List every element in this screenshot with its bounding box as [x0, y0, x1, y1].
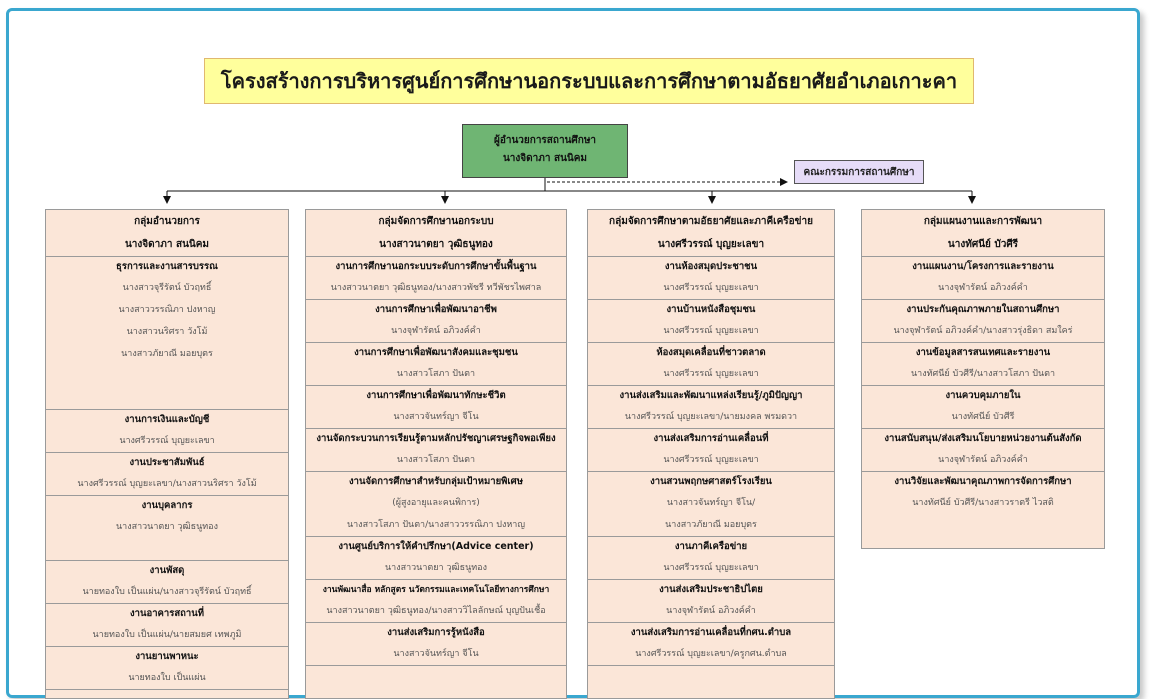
item-title: งานห้องสมุดประชาชน — [664, 261, 758, 272]
item-title: งานส่งเสริมการรู้หนังสือ — [387, 627, 485, 638]
item-title: งานการศึกษาเพื่อพัฒนาสังคมและชุมชน — [354, 347, 518, 358]
item-title: งานยานพาหนะ — [135, 651, 199, 662]
item-title: งานการศึกษานอกระบบระดับการศึกษาขั้นพื้นฐาน — [335, 261, 537, 272]
item-person: นางทัศนีย์ บัวศีรี/นางสาวโสภา ปันตา — [910, 369, 1056, 379]
item-person: นายทองใบ เป็นแผ่น/นางสาวจุรีรัตน์ บัวฤทธิ์ — [82, 587, 252, 597]
item-title: งานบุคลากร — [141, 500, 193, 511]
list-item — [862, 386, 1104, 429]
list-item — [862, 300, 1104, 343]
item-person: นางศรีวรรณ์ บุญยะเลขา — [119, 436, 215, 446]
list-item — [306, 343, 566, 386]
list-item — [862, 343, 1104, 386]
item-title: งานวิจัยและพัฒนาคุณภาพการจัดการศึกษา — [894, 476, 1072, 487]
item-title: งานการศึกษาเพื่อพัฒนาอาชีพ — [375, 304, 497, 315]
list-item — [46, 561, 288, 604]
list-item — [588, 429, 834, 472]
list-item — [46, 257, 288, 410]
item-person — [46, 365, 288, 387]
page-title-text: โครงสร้างการบริหารศูนย์การศึกษานอกระบบและการศึกษาตามอัธยาศัยอำเภอเกาะคา — [220, 69, 958, 93]
item-person: นางจุฬารัตน์ อภิวงค์คำ — [391, 326, 481, 336]
item-title: งานข้อมูลสารสนเทศและรายงาน — [915, 347, 1051, 358]
item-person: นางสาวจุรีรัตน์ บัวฤทธิ์ — [122, 283, 212, 293]
item-person: นางทัศนีย์ บัวศีรี — [951, 412, 1015, 422]
list-item — [588, 300, 834, 343]
item-person: นายทองใบ เป็นแผ่น/นายสมยศ เทพภูมิ — [92, 630, 242, 640]
item-person: นางสาวจันทร์ญา จีโน — [393, 412, 479, 422]
list-item — [862, 429, 1104, 472]
item-person: นางศรีวรรณ์ บุญยะเลขา — [663, 326, 759, 336]
item-person: นางศรีวรรณ์ บุญยะเลขา/นายมงคล พรมดวา — [624, 412, 798, 422]
item-person: นางทัศนีย์ บัวศีรี/นางสาวราตรี ไวสติ — [912, 498, 1054, 508]
item-title: งานการเงินและบัญชี — [124, 414, 210, 425]
item-title: งานส่งเสริมประชาธิปไตย — [659, 584, 763, 595]
list-item — [306, 537, 566, 580]
item-title: งานควบคุมภายใน — [945, 390, 1021, 401]
list-item — [588, 257, 834, 300]
item-person: นายทองใบ เป็นแผ่น — [128, 673, 206, 683]
page-title — [204, 58, 974, 104]
item-title: งานภาคีเครือข่าย — [674, 541, 748, 552]
column-title: กลุ่มจัดการศึกษาตามอัธยาศัยและภาคีเครือข่าย — [609, 216, 813, 227]
list-item — [588, 343, 834, 386]
item-title: งานบ้านหนังสือชุมชน — [666, 304, 756, 315]
column-planning-development — [861, 209, 1105, 549]
director-title: ผู้อำนวยการสถานศึกษา — [493, 135, 597, 146]
list-item — [306, 623, 566, 666]
item-person: นางศรีวรรณ์ บุญยะเลขา — [663, 369, 759, 379]
board-box — [794, 160, 924, 184]
item-title: งานประกันคุณภาพภายในสถานศึกษา — [906, 304, 1060, 315]
list-item — [862, 257, 1104, 300]
item-person: นางศรีวรรณ์ บุญยะเลขา — [663, 563, 759, 573]
item-person: นางสาววรรณิภา ปงหาญ — [118, 305, 216, 315]
item-person: นางสาวจันทร์ญา จีโน/ — [666, 498, 756, 508]
list-item — [306, 580, 566, 623]
item-person: นางสาวนาตยา วุฒิธนูทอง — [384, 563, 487, 573]
item-person: นางจุฬารัตน์ อภิวงค์คำ — [938, 455, 1028, 465]
item-person: นางสาวโสภา ปันตา/นางสาววรรณิภา ปงหาญ — [346, 520, 526, 530]
item-person — [46, 538, 288, 560]
director-name: นางจิดาภา สนนิคม — [502, 153, 588, 164]
item-person: นางศรีวรรณ์ บุญยะเลขา/ครูกศน.ตำบล — [635, 649, 787, 659]
item-title: งานสวนพฤกษศาสตร์โรงเรียน — [650, 476, 772, 487]
item-title: งานสนับสนุน/ส่งเสริมนโยบายหน่วยงานต้นสังกัด — [884, 433, 1082, 444]
list-item — [46, 453, 288, 496]
director-box — [462, 124, 628, 178]
item-title: ห้องสมุดเคลื่อนที่ชาวตลาด — [656, 347, 766, 358]
item-person: นางจุฬารัตน์ อภิวงค์คำ/นางสาวรุ่งธิดา สมใคร่ — [893, 326, 1073, 336]
item-person: นางสาวนาตยา วุฒิธนูทอง — [115, 522, 218, 532]
item-title: งานจัดกระบวนการเรียนรู้ตามหลักปรัชญาเศรษฐกิจพอเพียง — [316, 433, 556, 444]
item-title: ธุรการและงานสารบรรณ — [116, 261, 218, 272]
list-item — [306, 472, 566, 537]
item-title: งานอาคารสถานที่ — [130, 608, 204, 619]
item-title: งานพัสดุ — [149, 565, 185, 576]
list-item — [306, 429, 566, 472]
item-person: (ผู้สูงอายุและคนพิการ) — [392, 498, 480, 508]
column-administration — [45, 209, 289, 699]
item-title: งานศูนย์บริการให้คำปรึกษา(Advice center) — [338, 541, 534, 552]
item-title: งานการศึกษาเพื่อพัฒนาทักษะชีวิต — [366, 390, 506, 401]
item-person: นางศรีวรรณ์ บุญยะเลขา/นางสาวนริศรา วังโม้ — [77, 479, 257, 489]
list-item — [306, 386, 566, 429]
item-person: นางจุฬารัตน์ อภิวงค์คำ — [938, 283, 1028, 293]
list-item — [46, 496, 288, 561]
list-item — [588, 386, 834, 429]
item-person: นางสาวภัยาณี มอยบุตร — [121, 349, 213, 359]
column-title: กลุ่มอำนวยการ — [134, 216, 200, 227]
item-person: นางสาวนาตยา วุฒิธนูทอง/นางสาววิไลลักษณ์ บุญปันเชื้อ — [326, 606, 546, 616]
item-person: นางสาวจันทร์ญา จีโน — [393, 649, 479, 659]
item-person: นางศรีวรรณ์ บุญยะเลขา — [663, 283, 759, 293]
item-title: งานพัฒนาสื่อ หลักสูตร นวัตกรรมและเทคโนโลยีทางการศึกษา — [322, 585, 550, 595]
item-spacer — [46, 387, 288, 409]
board-label: คณะกรรมการสถานศึกษา — [803, 166, 915, 178]
list-item — [588, 537, 834, 580]
item-title: งานประชาสัมพันธ์ — [129, 457, 205, 468]
column-head-name: นางจิดาภา สนนิคม — [124, 239, 210, 250]
item-title: งานแผนงาน/โครงการและรายงาน — [912, 261, 1054, 272]
item-person: นางสาวโสภา ปันตา — [396, 369, 476, 379]
item-person: นางจุฬารัตน์ อภิวงค์คำ — [666, 606, 756, 616]
item-title: งานส่งเสริมและพัฒนาแหล่งเรียนรู้/ภูมิปัญญา — [619, 390, 803, 401]
column-title: กลุ่มจัดการศึกษานอกระบบ — [378, 216, 494, 227]
list-item — [306, 300, 566, 343]
item-person: นางศรีวรรณ์ บุญยะเลขา — [663, 455, 759, 465]
column-head-name: นางทัศนีย์ บัวศีรี — [947, 239, 1019, 250]
item-title: งานจัดการศึกษาสำหรับกลุ่มเป้าหมายพิเศษ — [349, 476, 523, 487]
column-head-name: นางสาวนาตยา วุฒิธนูทอง — [379, 239, 493, 250]
item-person: นางสาวโสภา ปันตา — [396, 455, 476, 465]
list-item — [588, 623, 834, 666]
list-item — [862, 472, 1104, 514]
list-item — [588, 580, 834, 623]
list-item — [588, 472, 834, 537]
column-non-formal-education — [305, 209, 567, 699]
list-item — [306, 257, 566, 300]
item-person: นางสาวนาตยา วุฒิธนูทอง/นางสาวพัชรี ทวีพัชรไพศาล — [330, 283, 542, 293]
column-title: กลุ่มแผนงานและการพัฒนา — [923, 216, 1043, 227]
item-person: นางสาวนริศรา วังโม้ — [126, 327, 208, 337]
list-item — [46, 410, 288, 453]
list-item — [46, 604, 288, 647]
item-person: นางสาวภัยาณี มอยบุตร — [665, 520, 757, 530]
item-title: งานส่งเสริมการอ่านเคลื่อนที่กศน.ตำบล — [630, 627, 792, 638]
item-title: งานส่งเสริมการอ่านเคลื่อนที่ — [653, 433, 769, 444]
column-informal-education — [587, 209, 835, 699]
column-head-name: นางศรีวรรณ์ บุญยะเลขา — [657, 239, 765, 250]
